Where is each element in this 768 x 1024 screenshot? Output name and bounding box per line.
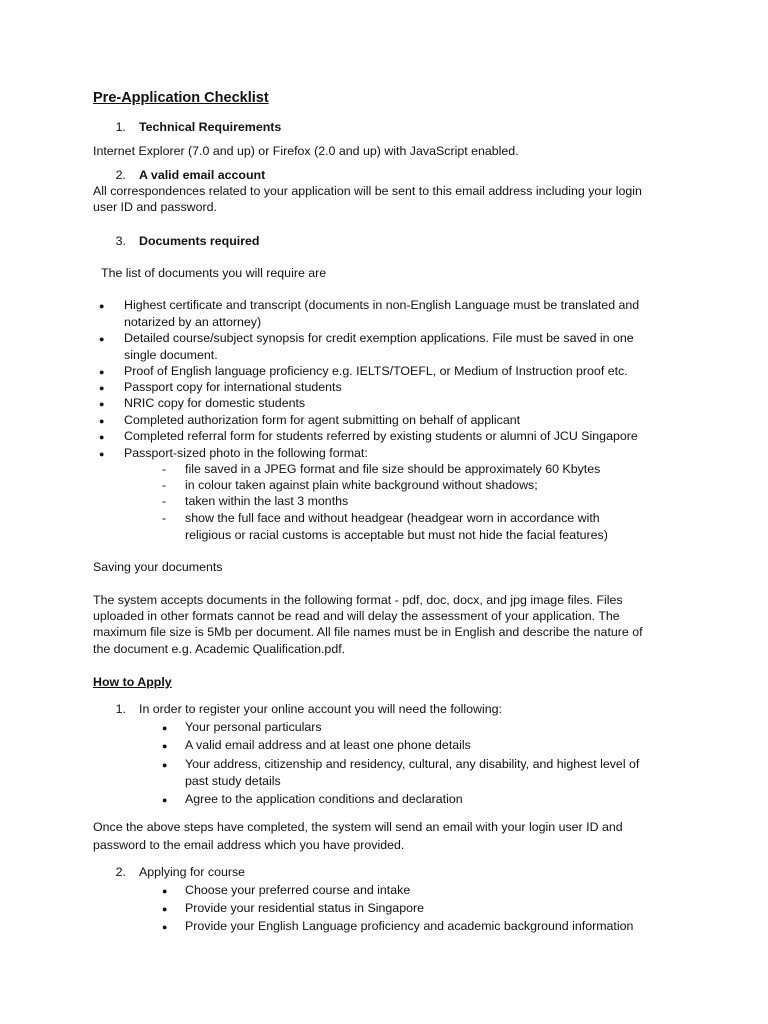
document-item-continued: notarized by an attorney) — [124, 315, 262, 329]
saving-line: the document e.g. Academic Qualification.pdf. — [93, 642, 346, 656]
bullet-icon: ● — [99, 432, 105, 442]
saving-heading: Saving your documents — [93, 560, 223, 574]
saving-line: uploaded in other formats cannot be read and will delay the assessment of your application. The — [93, 609, 620, 623]
document-item: Passport copy for international students — [124, 380, 342, 394]
section-2-line: All correspondences related to your application will be sent to this email address including your login — [93, 184, 642, 198]
document-item: NRIC copy for domestic students — [124, 396, 306, 410]
photo-requirement: file saved in a JPEG format and file size should be approximately 60 Kbytes — [185, 462, 601, 476]
confirmation-text: password to the email address which you have provided. — [93, 838, 405, 852]
bullet-icon: ● — [162, 795, 168, 805]
photo-requirement: show the full face and without headgear (headgear worn in accordance with — [185, 511, 600, 525]
photo-requirement: taken within the last 3 months — [185, 494, 349, 508]
step-2-text: Applying for course — [139, 865, 246, 879]
dash-icon: - — [162, 511, 167, 525]
bullet-icon: ● — [162, 904, 168, 914]
step-2-number: 2. — [115, 865, 126, 879]
course-step-item: Provide your residential status in Singapore — [185, 901, 424, 915]
confirmation-text: Once the above steps have completed, the system will send an email with your login user ID and — [93, 820, 623, 834]
page-title: Pre-Application Checklist — [93, 90, 269, 106]
document-item-continued: single document. — [124, 348, 218, 362]
bullet-icon: ● — [99, 399, 105, 409]
section-3-heading: Documents required — [139, 234, 260, 248]
saving-line: The system accepts documents in the following format - pdf, doc, docx, and jpg image files. Files — [93, 593, 623, 607]
step-1-number: 1. — [115, 702, 126, 716]
bullet-icon: ● — [99, 367, 105, 377]
bullet-icon: ● — [162, 741, 168, 751]
requirement-item: Your address, citizenship and residency, cultural, any disability, and highest level of — [185, 757, 640, 771]
document-item: Completed authorization form for agent submitting on behalf of applicant — [124, 413, 521, 427]
bullet-icon: ● — [162, 886, 168, 896]
document-item: Detailed course/subject synopsis for credit exemption applications. File must be saved in one — [124, 331, 634, 345]
bullet-icon: ● — [99, 383, 105, 393]
dash-icon: - — [162, 494, 167, 508]
section-3-number: 3. — [115, 234, 126, 248]
section-2-line: user ID and password. — [93, 200, 217, 214]
document-item: Completed referral form for students referred by existing students or alumni of JCU Singapore — [124, 429, 638, 443]
dash-icon: - — [162, 462, 167, 476]
section-2-number: 2. — [115, 168, 126, 182]
course-step-item: Choose your preferred course and intake — [185, 883, 411, 897]
section-1-number: 1. — [115, 120, 126, 134]
bullet-icon: ● — [99, 416, 105, 426]
saving-line: maximum file size is 5Mb per document. All file names must be in English and describe the nature of — [93, 625, 643, 639]
documents-intro: The list of documents you will require are — [101, 266, 327, 280]
photo-requirement: in colour taken against plain white background without shadows; — [185, 478, 538, 492]
how-to-apply-heading: How to Apply — [93, 675, 172, 689]
bullet-icon: ● — [99, 449, 105, 459]
step-1-text: In order to register your online account you will need the following: — [139, 702, 502, 716]
bullet-icon: ● — [99, 301, 105, 311]
section-2-heading: A valid email account — [139, 168, 266, 182]
requirement-item-continued: past study details — [185, 774, 281, 788]
section-1-heading: Technical Requirements — [139, 120, 282, 134]
bullet-icon: ● — [162, 723, 168, 733]
requirement-item: Your personal particulars — [185, 720, 322, 734]
photo-requirement-continued: religious or racial customs is acceptable but must not hide the facial features) — [185, 528, 608, 542]
bullet-icon: ● — [99, 334, 105, 344]
requirement-item: A valid email address and at least one phone details — [185, 738, 471, 752]
document-item: Highest certificate and transcript (documents in non-English Language must be translated and — [124, 298, 640, 312]
bullet-icon: ● — [162, 922, 168, 932]
section-1-body: Internet Explorer (7.0 and up) or Firefox (2.0 and up) with JavaScript enabled. — [93, 144, 519, 158]
document-item: Passport-sized photo in the following format: — [124, 446, 368, 460]
dash-icon: - — [162, 478, 167, 492]
course-step-item: Provide your English Language proficiency and academic background information — [185, 919, 634, 933]
document-item: Proof of English language proficiency e.g. IELTS/TOEFL, or Medium of Instruction proof etc. — [124, 364, 628, 378]
requirement-item: Agree to the application conditions and declaration — [185, 792, 463, 806]
bullet-icon: ● — [162, 760, 168, 770]
